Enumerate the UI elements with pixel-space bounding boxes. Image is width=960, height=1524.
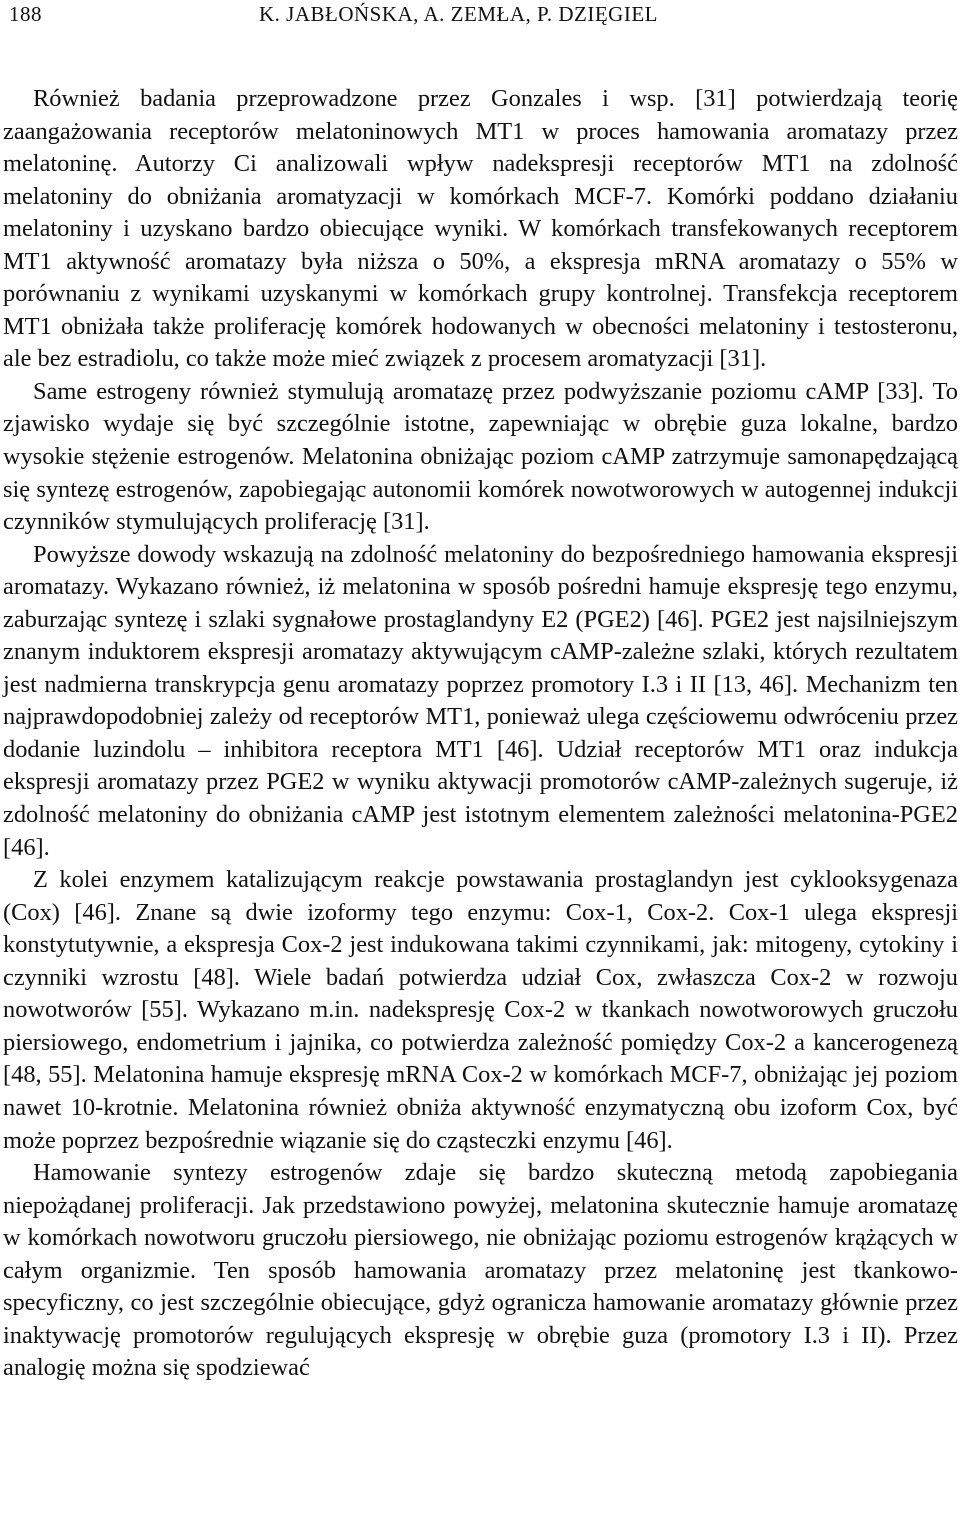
running-header	[3, 2, 958, 36]
running-head-authors: K. JABŁOŃSKA, A. ZEMŁA, P. DZIĘGIEL	[259, 2, 658, 26]
paragraph: Również badania przeprowadzone przez Gonzales i wsp. [31] potwierdzają teorię zaangażowania receptorów melatoninowych MT1 w proces hamowania aromatazy przez melatoninę. Autorzy Ci analizowali wpływ nadekspresji receptorów MT1 na zdolność melatoniny do obniżania aromatyzacji w komórkach MCF-7. Komórki poddano działaniu melatoniny i uzyskano bardzo obiecujące wyniki. W komórkach transfekowanych receptorem MT1 aktywność aromatazy była niższa o 50%, a ekspresja mRNA aromatazy o 55% w porównaniu z wynikami uzyskanymi w komórkach grupy kontrolnej. Transfekcja receptorem MT1 obniżała także proliferację komórek hodowanych w obecności melatoniny i testosteronu, ale bez estradiolu, co także może mieć związek z procesem aromatyzacji [31].	[3, 85, 958, 373]
paragraph: Z kolei enzymem katalizującym reakcje powstawania prostaglandyn jest cyklooksygenaza (Cox) [46]. Znane są dwie izoformy tego enzymu: Cox-1, Cox-2. Cox-1 ulega ekspresji konstytutywnie, a ekspresja Cox-2 jest indukowana takimi czynnikami, jak: mitogeny, cytokiny i czynniki wzrostu [48]. Wiele badań potwierdza udział Cox, zwłaszcza Cox-2 w rozwoju nowotworów [55]. Wykazano m.in. nadekspresję Cox-2 w tkankach nowotworowych gruczołu piersiowego, endometrium i jajnika, co potwierdza zależność pomiędzy Cox-2 a kancerogenezą [48, 55]. Melatonina hamuje ekspresję mRNA Cox-2 w komórkach MCF-7, obniżając jej poziom nawet 10-krotnie. Melatonina również obniża aktywność enzymatyczną obu izoform Cox, być może poprzez bezpośrednie wiązanie się do cząsteczki enzymu [46].	[3, 866, 958, 1154]
paragraph: Hamowanie syntezy estrogenów zdaje się bardzo skuteczną metodą zapobiegania niepożądanej proliferacji. Jak przedstawiono powyżej, melatonina skutecznie hamuje aromatazę w komórkach nowotworu gruczołu piersiowego, nie obniżając poziomu estrogenów krążących w całym organizmie. Ten sposób hamowania aromatazy przez melatoninę jest tkankowo-specyficzny, co jest szczególnie obiecujące, gdyż ogranicza hamowanie aromatazy głównie przez inaktywację promotorów regulujących ekspresję w obrębie guza (promotory I.3 i II). Przez analogię można się spodziewać	[3, 1159, 958, 1382]
page	[3, 0, 958, 1385]
paragraph: Powyższe dowody wskazują na zdolność melatoniny do bezpośredniego hamowania ekspresji aromatazy. Wykazano również, iż melatonina w sposób pośredni hamuje ekspresję tego enzymu, zaburzając syntezę i szlaki sygnałowe prostaglandyny E2 (PGE2) [46]. PGE2 jest najsilniejszym znanym induktorem ekspresji aromatazy aktywującym cAMP-zależne szlaki, których rezultatem jest nadmierna transkrypcja genu aromatazy poprzez promotory I.3 i II [13, 46]. Mechanizm ten najprawdopodobniej zależy od receptorów MT1, ponieważ ulega częściowemu odwróceniu przez dodanie luzindolu – inhibitora receptora MT1 [46]. Udział receptorów MT1 oraz indukcja ekspresji aromatazy przez PGE2 w wyniku aktywacji promotorów cAMP-zależnych sugeruje, iż zdolność melatoniny do obniżania cAMP jest istotnym elementem zależności melatonina-PGE2 [46].	[3, 540, 958, 861]
page-number: 188	[9, 2, 42, 26]
paragraph: Same estrogeny również stymulują aromatazę przez podwyższanie poziomu cAMP [33]. To zjawisko wydaje się być szczególnie istotne, zapewniając w obrębie guza lokalne, bardzo wysokie stężenie estrogenów. Melatonina obniżając poziom cAMP zatrzymuje samonapędzającą się syntezę estrogenów, zapobiegając autonomii komórek nowotworowych w autogennej indukcji czynników stymulujących proliferację [31].	[3, 377, 958, 536]
article-body	[3, 83, 958, 1385]
